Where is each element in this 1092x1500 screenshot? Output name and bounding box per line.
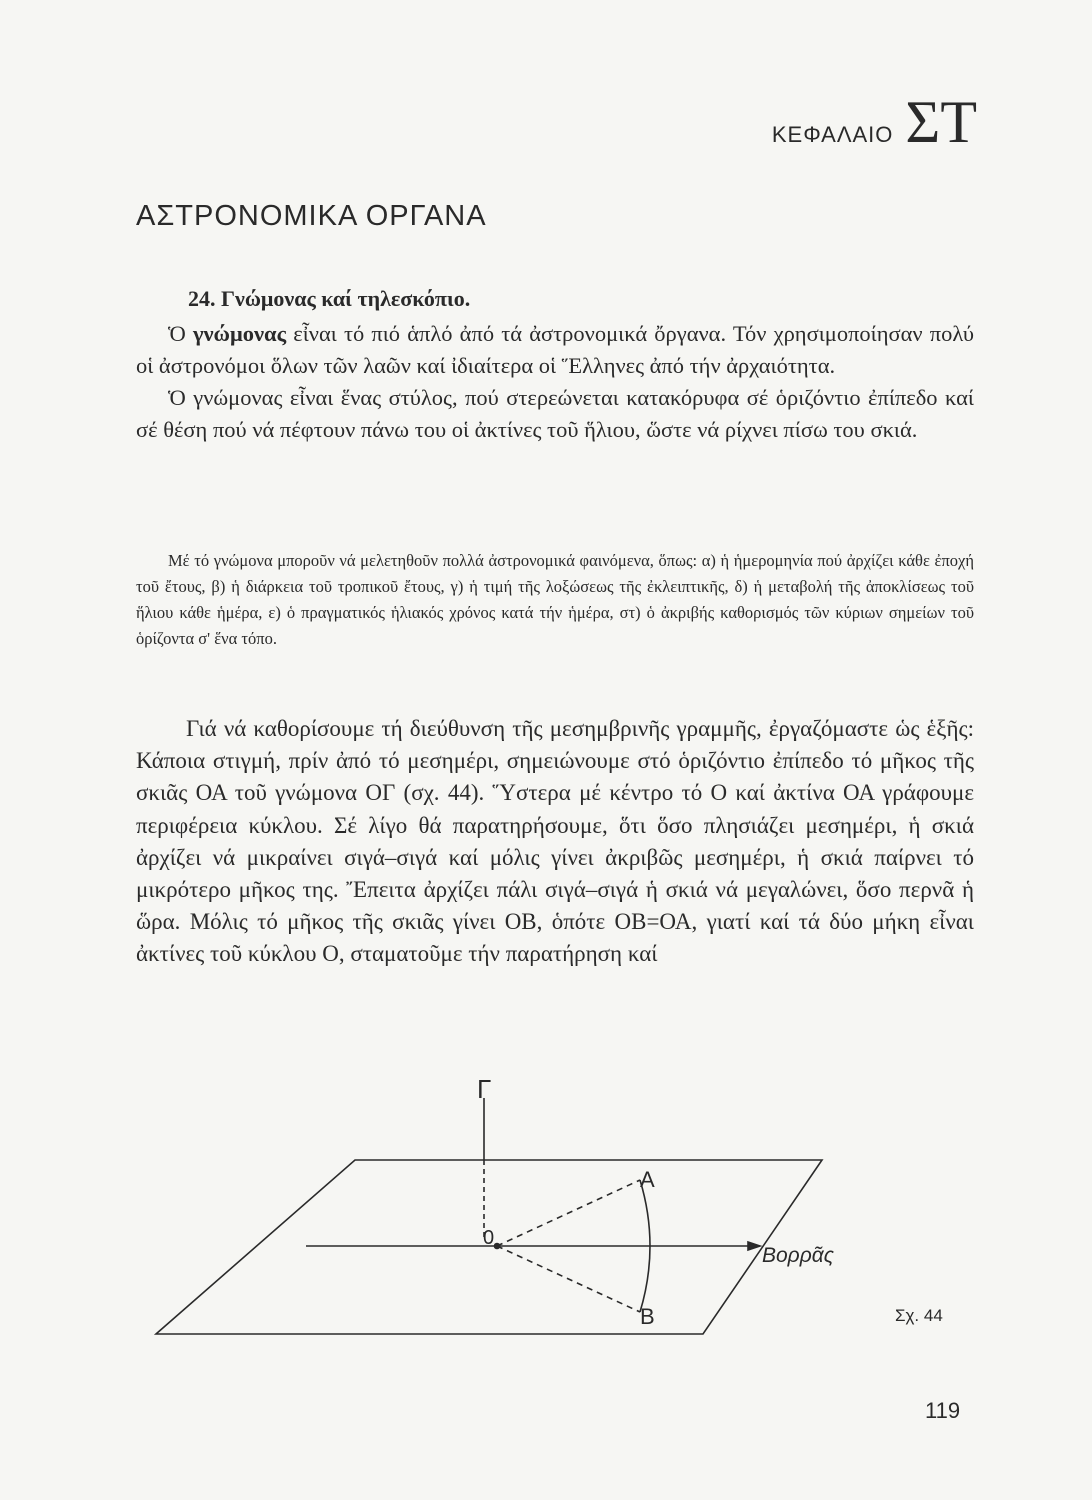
- emphasis-gnomon: γνώμονας: [192, 321, 287, 346]
- chapter-word: ΚΕΦΑΛΑΙΟ: [771, 122, 894, 147]
- figure-caption: Σχ. 44: [895, 1306, 943, 1325]
- label-o: 0: [483, 1227, 495, 1249]
- point-o: [495, 1244, 500, 1249]
- page-title: ΑΣΤΡΟΝΟΜΙΚΑ ΟΡΓΑΝΑ: [136, 200, 487, 232]
- label-gamma: Γ: [477, 1074, 492, 1104]
- section-heading: 24. Γνώμονας καί τηλεσκόπιο.: [188, 286, 471, 311]
- paragraph-2: Ὁ γνώμονας εἶναι ἕνας στύλος, πού στερεώνεται κατακόρυφα σέ ὁριζόντιο ἐπίπεδο καί σέ θέση πού νά πέφτουν πάνω του οἱ ἀκτίνες τοῦ ἥλιου, ὥστε νά ρίχνει πίσω του σκιά.: [136, 385, 974, 442]
- small-print-paragraph: Μέ τό γνώμονα μποροῦν νά μελετηθοῦν πολλά ἀστρονομικά φαινόμενα, ὅπως: α) ἡ ἡμερομηνία πού ἀρχίζει κάθε ἐποχή τοῦ ἔτους, β) ἡ διάρκεια τοῦ τροπικοῦ ἔτους, γ) ἡ τιμή τῆς λοξώσεως τῆς ἐκλειπτικῆς, δ) ἡ μεταβολή τῆς ἀποκλίσεως τοῦ ἥλιου κάθε ἡμέρα, ε) ὁ πραγματικός ἡλιακός χρόνος κατά τήν ἡμέρα, στ) ὁ ἀκριβής καθορισμός τῶν κύριων σημείων τοῦ ὁρίζοντα σ' ἕνα τόπο.: [136, 551, 974, 648]
- page-number: 119: [925, 1398, 961, 1423]
- label-a: A: [640, 1167, 655, 1192]
- shadow-oa: [497, 1180, 640, 1246]
- north-arrowhead: [748, 1242, 760, 1250]
- paragraph-1: Ὁ γνώμονας εἶναι τό πιό ἁπλό ἀπό τά ἀστρονομικά ὄργανα. Τόν χρησιμοποίησαν πολύ οἱ ἀστρονόμοι ὅλων τῶν λαῶν καί ἰδιαίτερα οἱ Ἕλληνες ἀπό τήν ἀρχαιότητα.: [136, 321, 974, 378]
- intro-paragraphs: [136, 318, 974, 446]
- method-paragraph: Γιά νά καθορίσουμε τή διεύθυνση τῆς μεσημβρινῆς γραμμῆς, ἐργαζόμαστε ὡς ἑξῆς: Κάποια στιγμή, πρίν ἀπό τό μεσημέρι, σημειώνουμε στό ὁριζόντιο ἐπίπεδο τό μῆκος τῆς σκιᾶς ΟΑ τοῦ γνώμονα ΟΓ (σχ. 44). Ὕστερα μέ κέντρο τό Ο καί ἀκτίνα ΟΑ γράφουμε περιφέρεια κύκλου. Σέ λίγο θά παρατηρήσουμε, ὅτι ὅσο πλησιάζει μεσημέρι, ἡ σκιά ἀρχίζει νά μικραίνει σιγά–σιγά καί μόλις γίνει ἀκριβῶς μεσημέρι, ἡ σκιά παίρνει τό μικρότερο μῆκος της. Ἔπειτα ἀρχίζει πάλι σιγά–σιγά ἡ σκιά νά μεγαλώνει, ὅσο περνᾶ ἡ ὥρα. Μόλις τό μῆκος τῆς σκιᾶς γίνει ΟΒ, ὁπότε ΟΒ=ΟΑ, γιατί καί τά δύο μήκη εἶναι ἀκτίνες τοῦ κύκλου Ο, σταματοῦμε τήν παρατήρηση καί: [136, 716, 974, 967]
- chapter-header: [771, 89, 977, 155]
- chapter-number: ΣΤ: [905, 89, 977, 155]
- label-b: B: [640, 1304, 655, 1329]
- shadow-ob: [497, 1246, 640, 1312]
- label-north: Βορρᾶς: [762, 1244, 834, 1267]
